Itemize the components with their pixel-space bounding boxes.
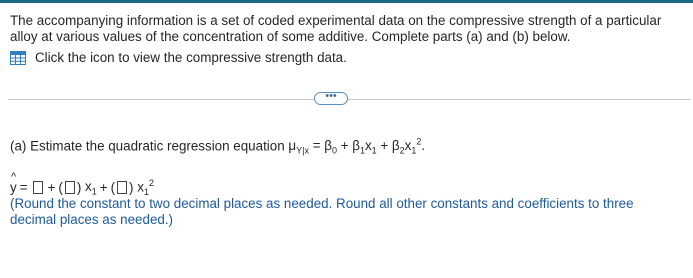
part-a-text: (a) Estimate the quadratic regression equation [10,138,285,154]
linear-coefficient-input[interactable] [65,181,75,194]
x1-term: $x_1$ [85,178,97,197]
rounding-instructions: (Round the constant to two decimal places as needed. Round all other constants and coefficients to three decimal places as needed.) [10,196,634,227]
constant-input[interactable] [33,181,43,194]
section-divider [8,99,690,100]
more-button[interactable] [314,92,348,105]
equals-sign: = [19,180,28,196]
view-data-link[interactable] [10,50,347,65]
table-grid-icon[interactable] [10,51,26,65]
more-button-label: ••• [325,90,337,102]
y-hat: ^ y [10,171,17,196]
plus-sign-2: + [99,180,108,196]
regression-equation: $\mu_{Y|x} = \beta_0 + \beta_1x_1 + \beta_2x_1^2$. [288,137,426,157]
top-accent-bar [0,0,693,3]
plus-sign: + [47,180,56,196]
view-data-link-text[interactable]: Click the icon to view the compressive strength data. [35,50,347,65]
quadratic-coefficient-input[interactable] [117,181,127,194]
part-a-prompt [10,137,425,156]
x1-squared-term: $x_1^2$ [137,178,154,198]
question-intro: The accompanying information is a set of coded experimental data on the compressive strength of a particular alloy at various values of the concentration of some additive. Complete parts (a) and (b) below. [10,13,662,44]
answer-equation: ^ y = + ( ) $x_1$ + ( ) $x_1^2$ [10,171,154,198]
